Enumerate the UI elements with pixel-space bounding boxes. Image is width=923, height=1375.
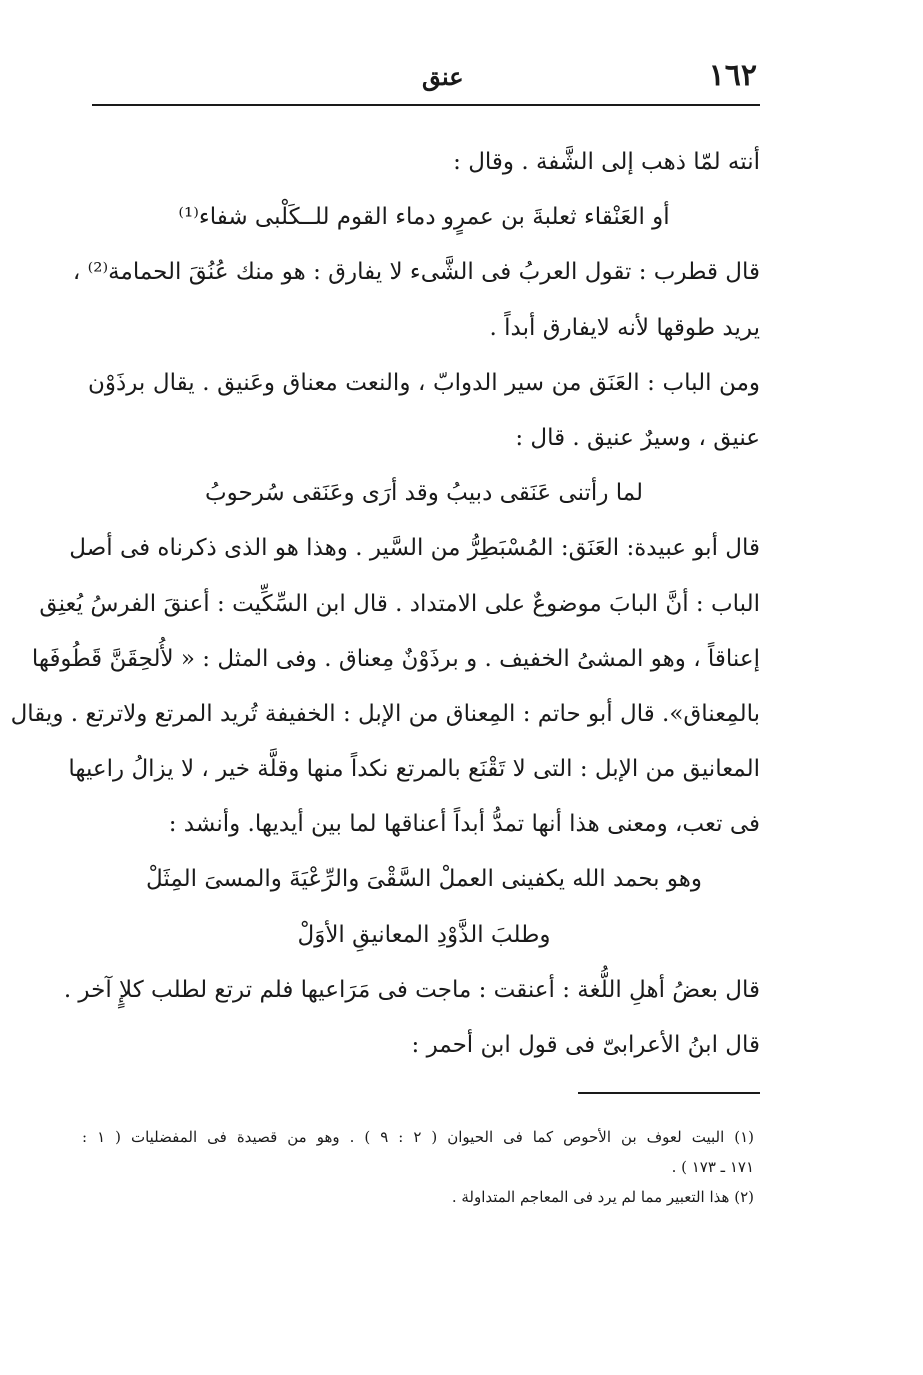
footnotes (82, 1122, 754, 1212)
body-text (10, 135, 760, 1073)
text-line: الباب : أنَّ البابَ موضوعٌ على الامتداد . قال ابن السِّكِّيت : أعنقَ الفرسُ يُعنِق (39, 590, 760, 617)
text-line: إعناقاً ، وهو المشىُ الخفيف . و برذَوْنٌ مِعناق . وفى المثل : « لأُلحِقَنَّ قَطُوفَها (31, 645, 760, 672)
verse-line: وهو بحمد الله يكفينى العملْ السَّقْىَ والرِّعْيَةَ والمسىَ المِثَلْ (145, 866, 703, 893)
text-line: المعانيق من الإبل : التى لا تَقْنَع بالمرتع نكداً منها وقلَّة خير ، لا يزالُ راعيها (68, 756, 760, 783)
text-line: قال ابنُ الأعرابىّ فى قول ابن أحمر : (411, 1032, 760, 1058)
verse-line: لما رأتنى عَنَقى دبيبُ وقد أرَى وعَنَقى سُرحوبُ (204, 480, 644, 507)
text-line: يريد طوقها لأنه لايفارق أبداً . (489, 314, 760, 341)
footnote-rule (578, 1092, 760, 1094)
footnote-line: (٢) هذا التعبير مما لم يرد فى المعاجم المتداولة . (451, 1188, 754, 1206)
footnote-line: ١٧١ ـ ١٧٣ ) . (671, 1158, 754, 1176)
text-line: عنيق ، وسيرٌ عنيق . قال : (515, 424, 760, 451)
text-line: قال أبو عبيدة: العَنَق: المُسْبَطِرُّ من السَّير . وهذا هو الذى ذكرناه فى أصل (69, 535, 760, 562)
text-line: قال بعضُ أهلِ اللُّغة : أعنقت : ماجت فى مَرَاعيها فلم ترتع لطلب كلإٍ آخر . (63, 976, 760, 1003)
page-number: ١٦٢ (708, 58, 757, 93)
header-rule (92, 104, 760, 106)
page-header (92, 58, 757, 100)
text-line: أنته لمّا ذهب إلى الشَّفة . وقال : (453, 149, 760, 175)
verse-line: أو العَنْقاء ثعلبةَ بن عمرٍو دماء القوم للــكَلْبى شفاء⁽¹⁾ (178, 204, 670, 231)
footnote-line: (١) البيت لعوف بن الأحوص كما فى الحيوان ( ٢ : ٩ ) . وهو من قصيدة فى المفضليات ( ١ : (82, 1128, 755, 1146)
text-line: ومن الباب : العَنَق من سير الدوابّ ، والنعت معناق وعَنيق . يقال برذَوْن (88, 369, 760, 396)
text-line: فى تعب، ومعنى هذا أنها تمدُّ أبداً أعناقها لما بين أيديها. وأنشد : (168, 811, 760, 838)
text-line: بالمِعناق». قال أبو حاتم : المِعناق من الإبل : الخفيفة تُريد المرتع ولاترتع . ويقال (10, 700, 760, 727)
verse-line: وطلبَ الذَّوْدِ المعانيقِ الأوَلْ (297, 921, 551, 948)
running-title: عنق (422, 62, 464, 91)
text-line: قال قطرب : تقول العربُ فى الشَّىء لا يفارق : هو منك عُنُقَ الحمامة⁽²⁾ ، (72, 259, 760, 286)
